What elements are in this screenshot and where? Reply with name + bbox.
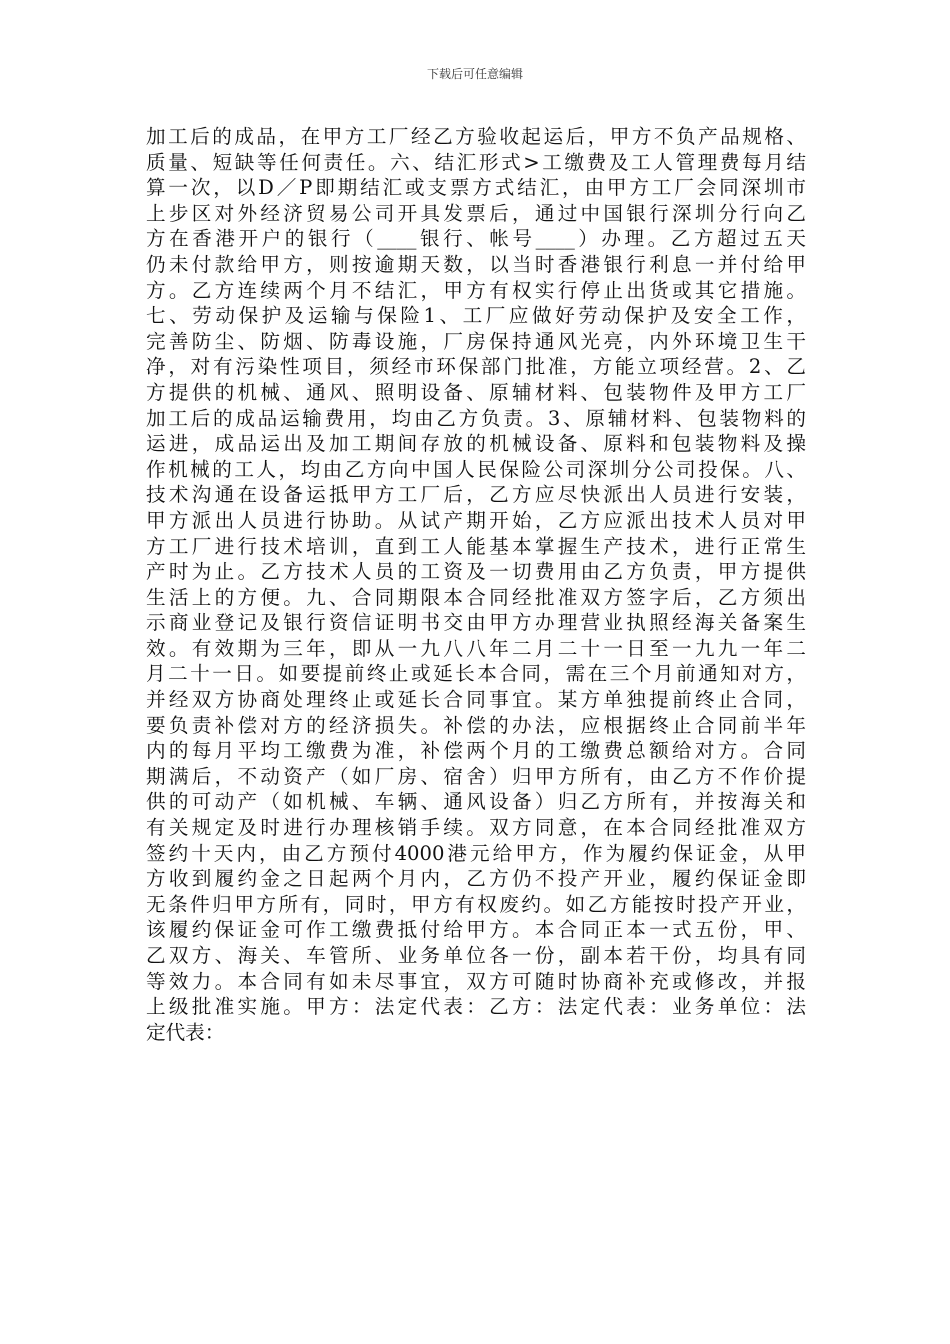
body-line: 上步区对外经济贸易公司开具发票后，通过中国银行深圳分行向乙 [146,201,806,225]
page-header: 下载后可任意编辑 [426,67,523,81]
body-line: 无条件归甲方所有，同时，甲方有权废约。如乙方能按时投产开业， [146,892,806,916]
body-line: 等效力。本合同有如未尽事宜，双方可随时协商补充或修改，并报 [146,969,806,993]
body-line: 作机械的工人，均由乙方向中国人民保险公司深圳分公司投保。八、 [146,457,806,481]
body-line: 有关规定及时进行办理核销手续。双方同意，在本合同经批准双方 [146,816,806,840]
body-line: 月二十一日。如要提前终止或延长本合同，需在三个月前通知对方， [146,662,806,686]
body-line: 要负责补偿对方的经济损失。补偿的办法，应根据终止合同前半年 [146,713,806,737]
body-line: 技术沟通在设备运抵甲方工厂后，乙方应尽快派出人员进行安装， [146,483,806,507]
body-line: 示商业登记及银行资信证明书交由甲方办理营业执照经海关备案生 [146,611,806,635]
body-line: 产时为止。乙方技术人员的工资及一切费用由乙方负责，甲方提供 [146,560,806,584]
body-line: 仍未付款给甲方，则按逾期天数，以当时香港银行利息一并付给甲 [146,252,806,276]
body-line: 算一次，以D／P即期结汇或支票方式结汇，由甲方工厂会同深圳市 [146,176,806,200]
body-line: 并经双方协商处理终止或延长合同事宜。某方单独提前终止合同， [146,688,806,712]
body-line: 方提供的机械、通风、照明设备、原辅材料、包装物件及甲方工厂 [146,380,806,404]
body-line: 上级批准实施。甲方：法定代表：乙方：法定代表：业务单位：法 [146,995,806,1019]
body-line: 七、劳动保护及运输与保险1、工厂应做好劳动保护及安全工作， [146,304,806,328]
body-line: 签约十天内，由乙方预付4000港元给甲方，作为履约保证金，从甲 [146,841,806,865]
body-line-last: 定代表： [146,1020,225,1044]
body-line: 生活上的方便。九、合同期限本合同经批准双方签字后，乙方须出 [146,585,806,609]
body-line: 运进，成品运出及加工期间存放的机械设备、原料和包装物料及操 [146,432,806,456]
body-line: 加工后的成品运输费用，均由乙方负责。3、原辅材料、包装物料的 [146,406,806,430]
body-line: 内的每月平均工缴费为准，补偿两个月的工缴费总额给对方。合同 [146,739,806,763]
body-line: 质量、短缺等任何责任。六、结汇形式>工缴费及工人管理费每月结 [146,150,806,174]
contract-body [146,124,806,1045]
body-line: 方工厂进行技术培训，直到工人能基本掌握生产技术，进行正常生 [146,534,806,558]
body-line: 方收到履约金之日起两个月内，乙方仍不投产开业，履约保证金即 [146,867,806,891]
body-line: 完善防尘、防烟、防毒设施，厂房保持通风光亮，内外环境卫生干 [146,329,806,353]
body-line: 加工后的成品，在甲方工厂经乙方验收起运后，甲方不负产品规格、 [146,125,806,148]
body-line: 方在香港开户的银行（____银行、帐号____）办理。乙方超过五天 [146,227,806,251]
body-line: 供的可动产（如机械、车辆、通风设备）归乙方所有，并按海关和 [146,790,806,814]
body-line: 净，对有污染性项目，须经市环保部门批准，方能立项经营。2、乙 [146,355,806,379]
body-line: 该履约保证金可作工缴费抵付给甲方。本合同正本一式五份，甲、 [146,918,806,942]
body-line: 期满后，不动资产（如厂房、宿舍）归甲方所有，由乙方不作价提 [146,764,806,788]
body-line: 甲方派出人员进行协助。从试产期开始，乙方应派出技术人员对甲 [146,508,806,532]
body-line: 乙双方、海关、车管所、业务单位各一份，副本若干份，均具有同 [146,944,806,967]
body-line: 方。乙方连续两个月不结汇，甲方有权实行停止出货或其它措施。 [146,278,806,302]
body-line: 效。有效期为三年，即从一九八八年二月二十一日至一九九一年二 [146,636,806,660]
